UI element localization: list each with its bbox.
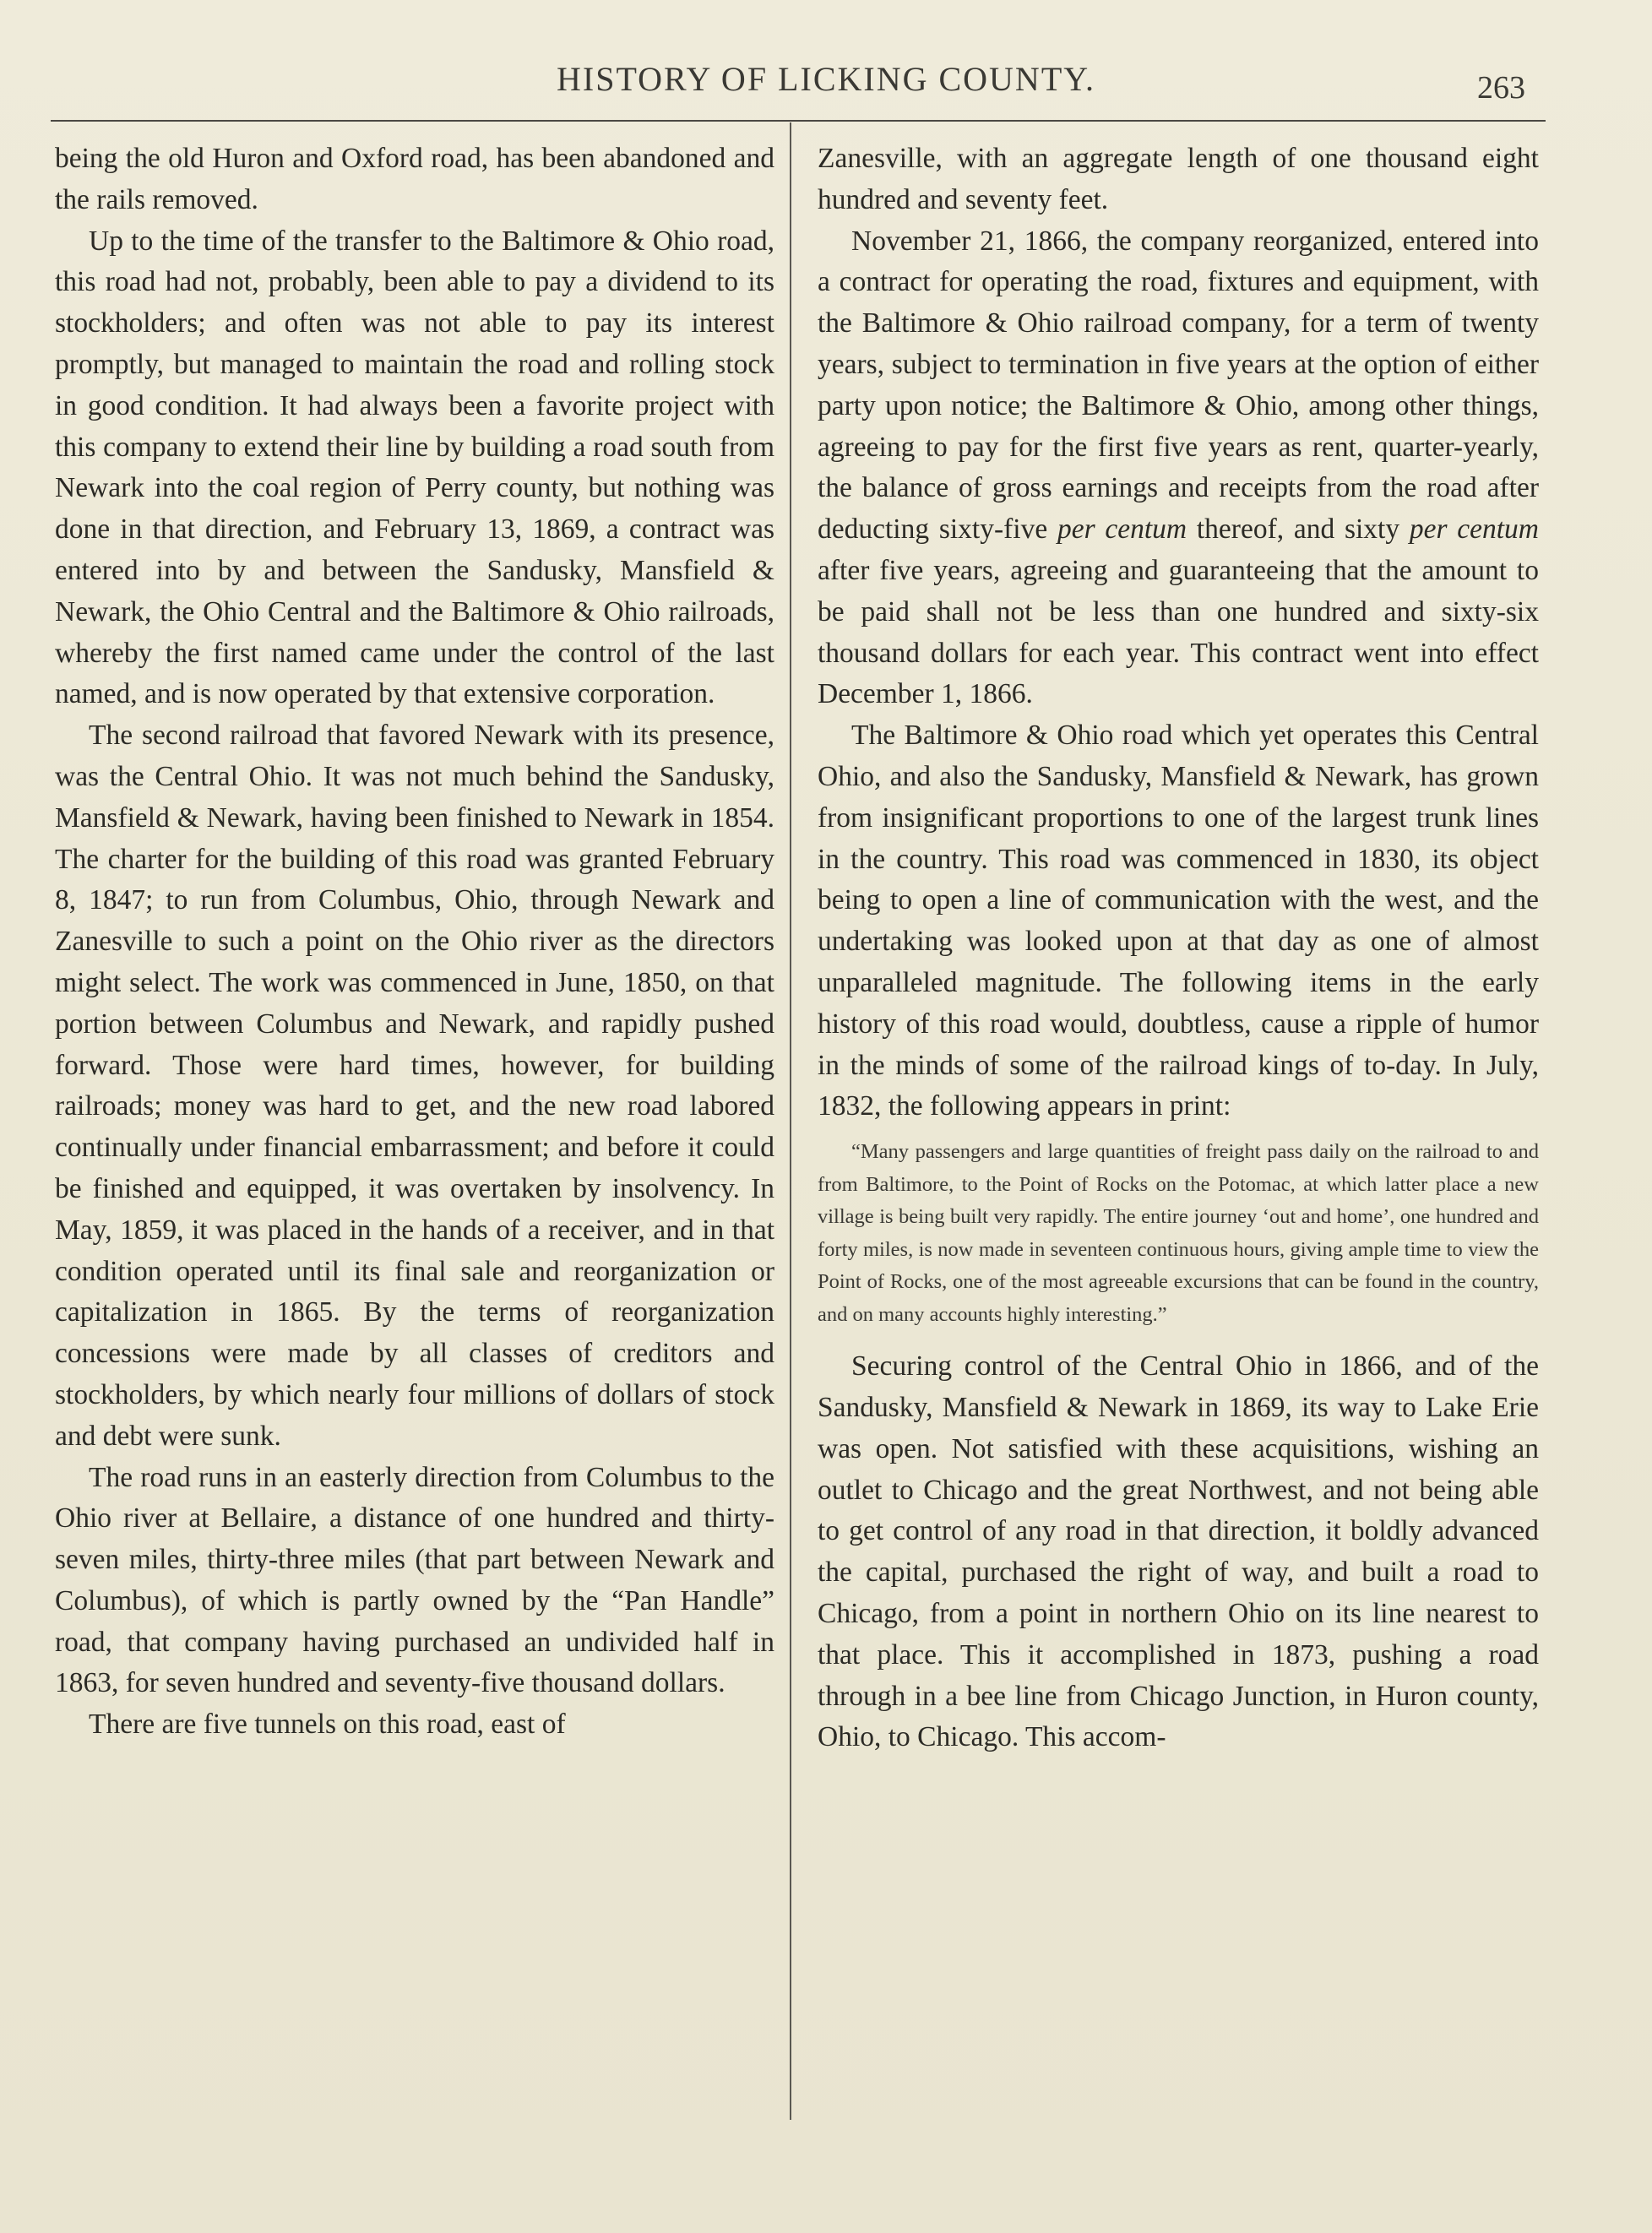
right-column (818, 139, 1539, 1758)
paragraph: Up to the time of the transfer to the Baltimore & Ohio road, this road had not, probably, been able to pay a dividend to its stockholders; and often was not able to pay its interest promptly, but managed to maintain the road and rolling stock in good condition. It had always been a favorite project with this company to extend their line by building a road south from Newark into the coal region of Perry county, but nothing was done in that direction, and February 13, 1869, a contract was entered into by and between the Sandusky, Mansfield & Newark, the Ohio Central and the Baltimore & Ohio railroads, whereby the first named came under the control of the last named, and is now operated by that extensive corporation. (55, 225, 774, 710)
paragraph: being the old Huron and Oxford road, has been abandoned and the rails removed. (55, 143, 774, 215)
text-run: after five years, agreeing and guaranteeing that the amount to be paid shall not be less than one hundred and sixty-six thousand dollars for each year. This contract went into effect December 1, 1866. (818, 554, 1539, 710)
paragraph: The road runs in an easterly direction from Columbus to the Ohio river at Bellaire, a distance of one hundred and thirty-seven miles, thirty-three miles (that part between Newark and Columbus), of which is partly owned by the “Pan Handle” road, that company having purchased an undivided half in 1863, for seven hundred and seventy-five thousand dollars. (55, 1461, 774, 1699)
block-quote: “Many passengers and large quantities of freight pass daily on the railroad to and from Baltimore, to the Point of Rocks on the Potomac, at which latter place a new village is being built very rapidly. The entire journey ‘out and home’, one hundred and forty miles, is now made in seventeen continuous hours, giving ample time to view the Point of Rocks, one of the most agreeable excursions that can be found in the country, and on many accounts highly interesting.” (818, 1140, 1539, 1326)
paragraph: Zanesville, with an aggregate length of one thousand eight hundred and seventy feet. (818, 143, 1539, 215)
italic-term: per centum (1057, 513, 1187, 546)
paragraph: Securing control of the Central Ohio in 1866, and of the Sandusky, Mansfield & Newark in 1869, its way to Lake Erie was open. Not satisfied with these acquisitions, wishing an outlet to Chicago and the great Northwest, and not being able to get control of any road in that direction, it boldly advanced the capital, purchased the right of way, and built a road to Chicago, from a point in northern Ohio on its line nearest to that place. This it accomplished in 1873, pushing a road through in a bee line from Chicago Junction, in Huron county, Ohio, to Chicago. This accom- (818, 1350, 1539, 1753)
paragraph: There are five tunnels on this road, east of (89, 1709, 566, 1741)
header-rule (51, 120, 1546, 122)
running-head-title: HISTORY OF LICKING COUNTY. (557, 60, 1095, 98)
paragraph: The second railroad that favored Newark with its presence, was the Central Ohio. It was not much behind the Sandusky, Mansfield & Newark, having been finished to Newark in 1854. The charter for the building of this road was granted February 8, 1847; to run from Columbus, Ohio, through Newark and Zanesville to such a point on the Ohio river as the directors might select. The work was commenced in June, 1850, on that portion between Columbus and Newark, and rapidly pushed forward. Those were hard times, however, for building railroads; money was hard to get, and the new road labored continually under financial embarrassment; and before it could be finished and equipped, it was overtaken by insolvency. In May, 1859, it was placed in the hands of a receiver, and in that condition operated until its final sale and reorganization or capitalization in 1865. By the terms of reorganization concessions were made by all classes of creditors and stockholders, by which nearly four millions of dollars of stock and debt were sunk. (55, 720, 774, 1452)
left-column (55, 139, 774, 1746)
text-run: thereof, and sixty (1187, 513, 1410, 546)
text-run: November 21, 1866, the company reorganized, entered into a contract for operating the road, fixtures and equipment, with the Baltimore & Ohio railroad company, for a term of twenty years, subject to termination in five years at the option of either party upon notice; the Baltimore & Ohio, among other things, agreeing to pay for the first five years as rent, quarter-yearly, the balance of gross earnings and receipts from the road after deducting sixty-five (818, 225, 1539, 546)
paragraph (818, 221, 1539, 716)
paragraph: The Baltimore & Ohio road which yet operates this Central Ohio, and also the Sandusky, Mansfield & Newark, has grown from insignificant proportions to one of the largest trunk lines in the country. This road was commenced in 1830, its object being to open a line of communication with the west, and the undertaking was looked upon at that day as one of almost unparalleled magnitude. The following items in the early history of this road would, doubtless, cause a ripple of humor in the minds of some of the railroad kings of to-day. In July, 1832, the following appears in print: (818, 720, 1539, 1122)
italic-term: per centum (1409, 513, 1539, 546)
column-divider (790, 122, 791, 2120)
page-number: 263 (1477, 70, 1525, 106)
